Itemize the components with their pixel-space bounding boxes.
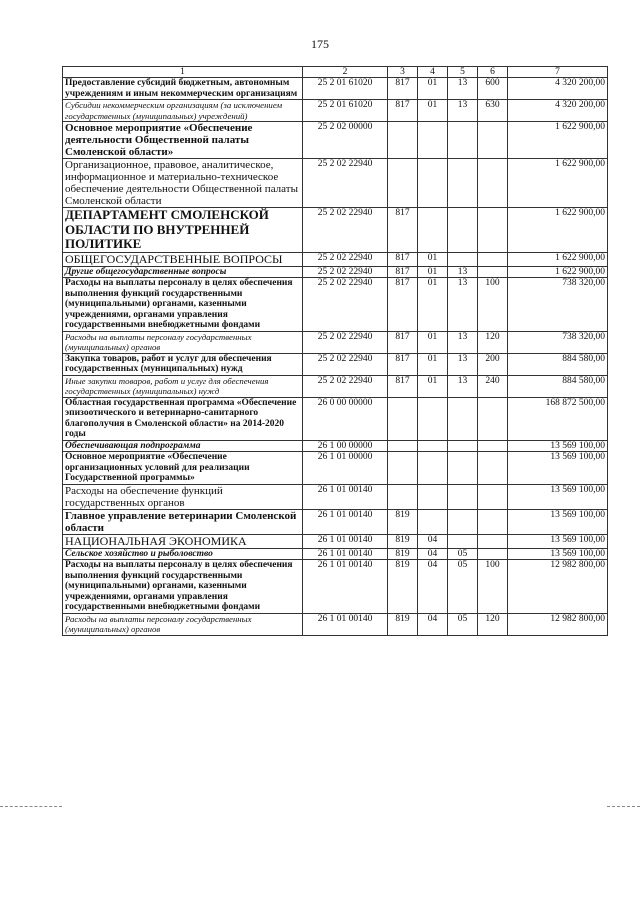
cell-section bbox=[418, 452, 448, 485]
cell-grbs-code: 817 bbox=[388, 353, 418, 375]
cell-target-article: 25 2 02 22940 bbox=[303, 278, 388, 332]
cell-target-article: 26 1 01 00140 bbox=[303, 484, 388, 509]
cell-target-article: 25 2 02 22940 bbox=[303, 159, 388, 208]
table-row bbox=[63, 452, 608, 485]
cell-target-article: 25 2 02 22940 bbox=[303, 331, 388, 353]
cell-amount: 1 622 900,00 bbox=[508, 208, 608, 253]
cell-target-article: 25 2 02 22940 bbox=[303, 252, 388, 266]
table-row bbox=[63, 266, 608, 278]
cell-amount: 13 569 100,00 bbox=[508, 440, 608, 452]
cell-amount: 13 569 100,00 bbox=[508, 484, 608, 509]
cell-grbs-code: 817 bbox=[388, 278, 418, 332]
cell-section bbox=[418, 159, 448, 208]
cell-target-article: 26 1 00 00000 bbox=[303, 440, 388, 452]
cell-name: Организационное, правовое, аналитическое, информационное и материально-техническое обеспечение деятельности Общественной палаты Смоленской области bbox=[63, 159, 303, 208]
cell-subsection bbox=[448, 484, 478, 509]
cell-target-article: 26 0 00 00000 bbox=[303, 397, 388, 440]
cell-subsection bbox=[448, 159, 478, 208]
cell-expense-type bbox=[478, 208, 508, 253]
cell-name: Расходы на выплаты персоналу государственных (муниципальных) органов bbox=[63, 613, 303, 635]
cell-section: 01 bbox=[418, 331, 448, 353]
cell-amount: 884 580,00 bbox=[508, 353, 608, 375]
cell-amount: 13 569 100,00 bbox=[508, 534, 608, 548]
cell-expense-type bbox=[478, 509, 508, 534]
cell-section: 04 bbox=[418, 613, 448, 635]
cell-section bbox=[418, 208, 448, 253]
table-row bbox=[63, 122, 608, 159]
cell-expense-type bbox=[478, 440, 508, 452]
cell-section bbox=[418, 122, 448, 159]
scan-dash-right bbox=[607, 806, 640, 807]
cell-expense-type: 630 bbox=[478, 100, 508, 122]
cell-name: Главное управление ветеринарии Смоленской области bbox=[63, 509, 303, 534]
cell-subsection bbox=[448, 452, 478, 485]
cell-section: 01 bbox=[418, 252, 448, 266]
table-row bbox=[63, 509, 608, 534]
cell-grbs-code: 817 bbox=[388, 252, 418, 266]
header-cell: 3 bbox=[388, 67, 418, 78]
header-cell: 1 bbox=[63, 67, 303, 78]
cell-name: НАЦИОНАЛЬНАЯ ЭКОНОМИКА bbox=[63, 534, 303, 548]
cell-name: Другие общегосударственные вопросы bbox=[63, 266, 303, 278]
table-row bbox=[63, 397, 608, 440]
cell-name: Закупка товаров, работ и услуг для обеспечения государственных (муниципальных) нужд bbox=[63, 353, 303, 375]
page-number: 175 bbox=[311, 37, 329, 51]
table-row bbox=[63, 331, 608, 353]
table-row bbox=[63, 548, 608, 560]
cell-grbs-code bbox=[388, 397, 418, 440]
cell-section: 01 bbox=[418, 353, 448, 375]
cell-name: Субсидии некоммерческим организациям (за исключением государственных (муниципальных) учреждений) bbox=[63, 100, 303, 122]
cell-amount: 12 982 800,00 bbox=[508, 613, 608, 635]
cell-target-article: 26 1 01 00140 bbox=[303, 534, 388, 548]
cell-amount: 168 872 500,00 bbox=[508, 397, 608, 440]
table-row bbox=[63, 353, 608, 375]
cell-target-article: 26 1 01 00140 bbox=[303, 613, 388, 635]
cell-name: Предоставление субсидий бюджетным, автономным учреждениям и иным некоммерческим организациям bbox=[63, 78, 303, 100]
cell-name: Расходы на выплаты персоналу в целях обеспечения выполнения функций государственными (муниципальными) органами, казенными учреждениями, органами управления государственными внебюджетными фондами bbox=[63, 560, 303, 614]
cell-target-article: 26 1 01 00140 bbox=[303, 509, 388, 534]
cell-grbs-code: 819 bbox=[388, 534, 418, 548]
table-row bbox=[63, 613, 608, 635]
cell-amount: 1 622 900,00 bbox=[508, 252, 608, 266]
header-cell: 5 bbox=[448, 67, 478, 78]
cell-amount: 1 622 900,00 bbox=[508, 159, 608, 208]
cell-target-article: 25 2 01 61020 bbox=[303, 100, 388, 122]
cell-amount: 4 320 200,00 bbox=[508, 78, 608, 100]
cell-expense-type: 600 bbox=[478, 78, 508, 100]
cell-subsection: 13 bbox=[448, 100, 478, 122]
cell-amount: 13 569 100,00 bbox=[508, 452, 608, 485]
cell-grbs-code: 817 bbox=[388, 331, 418, 353]
cell-subsection: 13 bbox=[448, 375, 478, 397]
table-row bbox=[63, 560, 608, 614]
cell-target-article: 25 2 02 22940 bbox=[303, 353, 388, 375]
cell-expense-type: 120 bbox=[478, 613, 508, 635]
cell-subsection: 13 bbox=[448, 266, 478, 278]
table-row bbox=[63, 484, 608, 509]
cell-name: ОБЩЕГОСУДАРСТВЕННЫЕ ВОПРОСЫ bbox=[63, 252, 303, 266]
cell-grbs-code: 819 bbox=[388, 560, 418, 614]
cell-expense-type: 100 bbox=[478, 278, 508, 332]
table-row bbox=[63, 78, 608, 100]
cell-target-article: 25 2 02 22940 bbox=[303, 266, 388, 278]
cell-grbs-code: 817 bbox=[388, 100, 418, 122]
cell-amount: 13 569 100,00 bbox=[508, 548, 608, 560]
cell-expense-type bbox=[478, 266, 508, 278]
cell-grbs-code bbox=[388, 484, 418, 509]
cell-subsection: 05 bbox=[448, 548, 478, 560]
table-row bbox=[63, 278, 608, 332]
cell-expense-type: 120 bbox=[478, 331, 508, 353]
cell-subsection: 05 bbox=[448, 613, 478, 635]
cell-expense-type: 240 bbox=[478, 375, 508, 397]
cell-expense-type bbox=[478, 252, 508, 266]
cell-section bbox=[418, 440, 448, 452]
header-cell: 4 bbox=[418, 67, 448, 78]
cell-target-article: 25 2 02 22940 bbox=[303, 375, 388, 397]
cell-amount: 13 569 100,00 bbox=[508, 509, 608, 534]
cell-name: Сельское хозяйство и рыболовство bbox=[63, 548, 303, 560]
cell-subsection bbox=[448, 122, 478, 159]
cell-grbs-code: 819 bbox=[388, 548, 418, 560]
cell-subsection bbox=[448, 397, 478, 440]
cell-section: 04 bbox=[418, 548, 448, 560]
cell-target-article: 26 1 01 00000 bbox=[303, 452, 388, 485]
cell-amount: 1 622 900,00 bbox=[508, 122, 608, 159]
cell-section bbox=[418, 484, 448, 509]
scan-dash-left bbox=[0, 806, 62, 807]
table-row bbox=[63, 208, 608, 253]
cell-grbs-code bbox=[388, 452, 418, 485]
cell-amount: 738 320,00 bbox=[508, 331, 608, 353]
table-row bbox=[63, 440, 608, 452]
cell-amount: 884 580,00 bbox=[508, 375, 608, 397]
cell-target-article: 25 2 01 61020 bbox=[303, 78, 388, 100]
cell-section: 04 bbox=[418, 534, 448, 548]
cell-name: Расходы на выплаты персоналу в целях обеспечения выполнения функций государственными (муниципальными) органами, казенными учреждениями, органами управления государственными внебюджетными фондами bbox=[63, 278, 303, 332]
cell-expense-type bbox=[478, 159, 508, 208]
cell-expense-type bbox=[478, 548, 508, 560]
cell-subsection bbox=[448, 440, 478, 452]
table-row bbox=[63, 159, 608, 208]
cell-section bbox=[418, 509, 448, 534]
cell-name: Иные закупки товаров, работ и услуг для обеспечения государственных (муниципальных) нужд bbox=[63, 375, 303, 397]
cell-expense-type bbox=[478, 484, 508, 509]
cell-section: 01 bbox=[418, 78, 448, 100]
cell-subsection: 05 bbox=[448, 560, 478, 614]
cell-name: Расходы на выплаты персоналу государственных (муниципальных) органов bbox=[63, 331, 303, 353]
cell-expense-type bbox=[478, 452, 508, 485]
cell-expense-type: 100 bbox=[478, 560, 508, 614]
cell-section: 01 bbox=[418, 375, 448, 397]
cell-name: Обеспечивающая подпрограмма bbox=[63, 440, 303, 452]
cell-expense-type bbox=[478, 534, 508, 548]
cell-name: Основное мероприятие «Обеспечение организационных условий для реализации Государственной программы» bbox=[63, 452, 303, 485]
cell-amount: 4 320 200,00 bbox=[508, 100, 608, 122]
cell-grbs-code: 817 bbox=[388, 78, 418, 100]
cell-grbs-code: 819 bbox=[388, 613, 418, 635]
cell-expense-type bbox=[478, 122, 508, 159]
cell-name: Областная государственная программа «Обеспечение эпизоотического и ветеринарно-санитарного благополучия в Смоленской области» на 2014-2020 годы bbox=[63, 397, 303, 440]
cell-grbs-code bbox=[388, 440, 418, 452]
cell-subsection: 13 bbox=[448, 353, 478, 375]
cell-grbs-code: 817 bbox=[388, 208, 418, 253]
cell-grbs-code: 819 bbox=[388, 509, 418, 534]
cell-target-article: 25 2 02 00000 bbox=[303, 122, 388, 159]
cell-section bbox=[418, 397, 448, 440]
table-header-row bbox=[63, 67, 608, 78]
header-cell: 6 bbox=[478, 67, 508, 78]
cell-amount: 738 320,00 bbox=[508, 278, 608, 332]
cell-target-article: 26 1 01 00140 bbox=[303, 560, 388, 614]
cell-subsection: 13 bbox=[448, 331, 478, 353]
cell-name: Основное мероприятие «Обеспечение деятельности Общественной палаты Смоленской области» bbox=[63, 122, 303, 159]
table-row bbox=[63, 534, 608, 548]
cell-amount: 1 622 900,00 bbox=[508, 266, 608, 278]
cell-expense-type: 200 bbox=[478, 353, 508, 375]
cell-subsection bbox=[448, 252, 478, 266]
cell-section: 04 bbox=[418, 560, 448, 614]
budget-table bbox=[62, 66, 608, 636]
cell-target-article: 25 2 02 22940 bbox=[303, 208, 388, 253]
cell-subsection: 13 bbox=[448, 78, 478, 100]
cell-grbs-code bbox=[388, 122, 418, 159]
table-row bbox=[63, 375, 608, 397]
cell-subsection bbox=[448, 509, 478, 534]
cell-section: 01 bbox=[418, 266, 448, 278]
cell-grbs-code: 817 bbox=[388, 375, 418, 397]
cell-grbs-code: 817 bbox=[388, 266, 418, 278]
cell-expense-type bbox=[478, 397, 508, 440]
header-cell: 7 bbox=[508, 67, 608, 78]
cell-section: 01 bbox=[418, 100, 448, 122]
cell-section: 01 bbox=[418, 278, 448, 332]
cell-grbs-code bbox=[388, 159, 418, 208]
cell-subsection bbox=[448, 534, 478, 548]
cell-amount: 12 982 800,00 bbox=[508, 560, 608, 614]
cell-name: Расходы на обеспечение функций государственных органов bbox=[63, 484, 303, 509]
cell-subsection: 13 bbox=[448, 278, 478, 332]
cell-target-article: 26 1 01 00140 bbox=[303, 548, 388, 560]
table-row bbox=[63, 100, 608, 122]
cell-name: ДЕПАРТАМЕНТ СМОЛЕНСКОЙ ОБЛАСТИ ПО ВНУТРЕННЕЙ ПОЛИТИКЕ bbox=[63, 208, 303, 253]
header-cell: 2 bbox=[303, 67, 388, 78]
cell-subsection bbox=[448, 208, 478, 253]
table-row bbox=[63, 252, 608, 266]
